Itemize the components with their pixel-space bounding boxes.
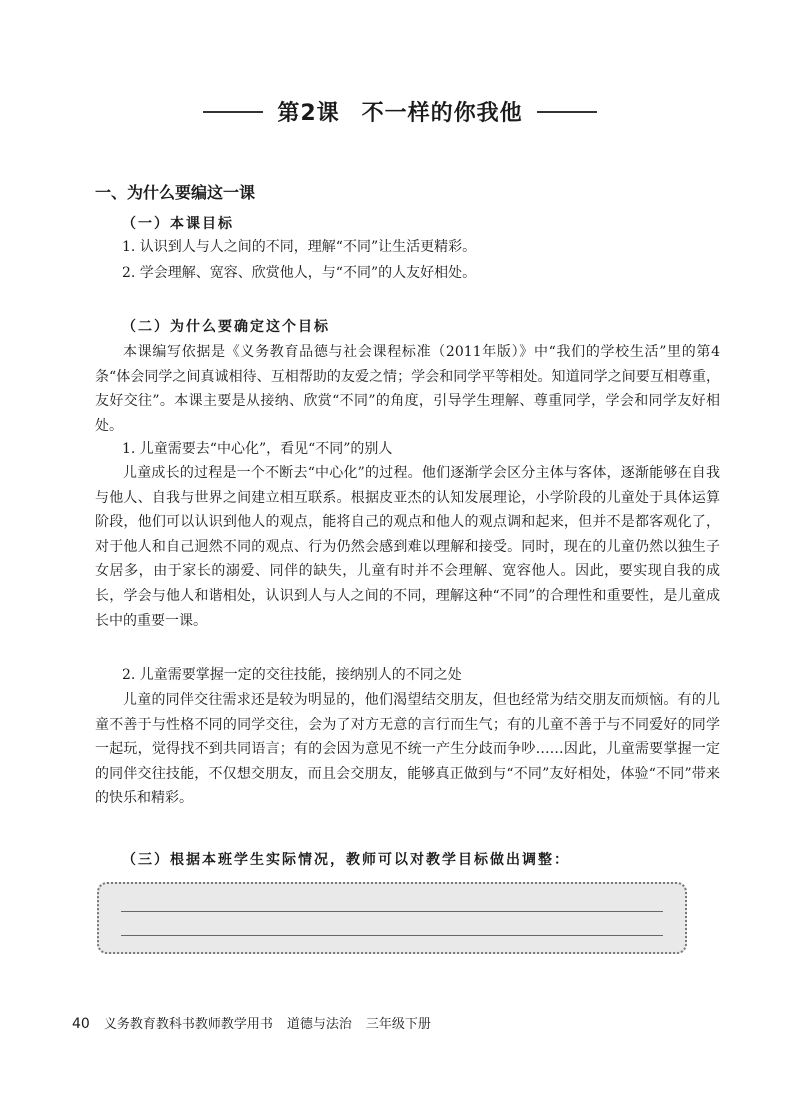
teacher-notes-box[interactable] [97,882,687,954]
goals-heading: （一）本课目标 [122,216,234,232]
adjust-heading: （三）根据本班学生实际情况，教师可以对教学目标做出调整： [122,852,570,868]
why-heading: （二）为什么要确定这个目标 [122,319,330,335]
title-rule-left [203,111,263,113]
writing-line [121,911,663,912]
point2-title: 2. 儿童需要掌握一定的交往技能，接纳别人的不同之处 [122,667,462,683]
section-heading: 一、为什么要编这一课 [95,183,256,202]
book-title: 义务教育教科书教师教学用书 [103,1017,273,1032]
point1-title: 1. 儿童需要去“中心化”，看见“不同”的别人 [122,441,393,457]
grade-label: 三年级下册 [365,1017,431,1032]
writing-line [121,935,663,936]
lesson-name: 不一样的你我他 [361,101,523,126]
point1-paragraph: 儿童成长的过程是一个不断去“中心化”的过程。他们逐渐学会区分主体与客体，逐渐能够在自我与他人、自我与世界之间建立相互联系。根据皮亚杰的认知发展理论，小学阶段的儿童处于具体运算阶段，他们可以认识到他人的观点，能将自己的观点和他人的观点调和起来，但并不是都客观化了，对于他人和自己迥然不同的观点、行为仍然会感到难以理解和接受。同时，现在的儿童仍然以独生子女居多，由于家长的溺爱、同伴的缺失，儿童有时并不会理解、宽容他人。因此，要实现自我的成长，学会与他人和谐相处，认识到人与人之间的不同，理解这种“不同”的合理性和重要性，是儿童成长中的重要一课。 [95,465,720,629]
subject-name: 道德与法治 [286,1017,352,1032]
goal-item: 1. 认识到人与人之间的不同，理解“不同”让生活更精彩。 [122,239,477,255]
goal-item: 2. 学会理解、宽容、欣赏他人，与“不同”的人友好相处。 [122,265,477,281]
title-rule-right [537,111,597,113]
page-footer [72,1013,431,1032]
page-number: 40 [72,1016,90,1032]
lesson-title [0,96,800,127]
point2-paragraph: 儿童的同伴交往需求还是较为明显的，他们渴望结交朋友，但也经常为结交朋友而烦恼。有的儿童不善于与性格不同的同学交往，会为了对方无意的言行而生气；有的儿童不善于与不同爱好的同学一起玩，觉得找不到共同语言；有的会因为意见不统一产生分歧而争吵……因此，儿童需要掌握一定的同伴交往技能，不仅想交朋友，而且会交朋友，能够真正做到与“不同”友好相处，体验“不同”带来的快乐和精彩。 [95,692,720,807]
lesson-number: 第2课 [277,101,340,126]
why-intro-paragraph: 本课编写依据是《义务教育品德与社会课程标准（2011年版）》中“我们的学校生活”里的第4条“体会同学之间真诚相待、互相帮助的友爱之情；学会和同学平等相处。知道同学之间要互相尊重，友好交往”。本课主要是从接纳、欣赏“不同”的角度，引导学生理解、尊重同学，学会和同学友好相处。 [95,344,720,434]
